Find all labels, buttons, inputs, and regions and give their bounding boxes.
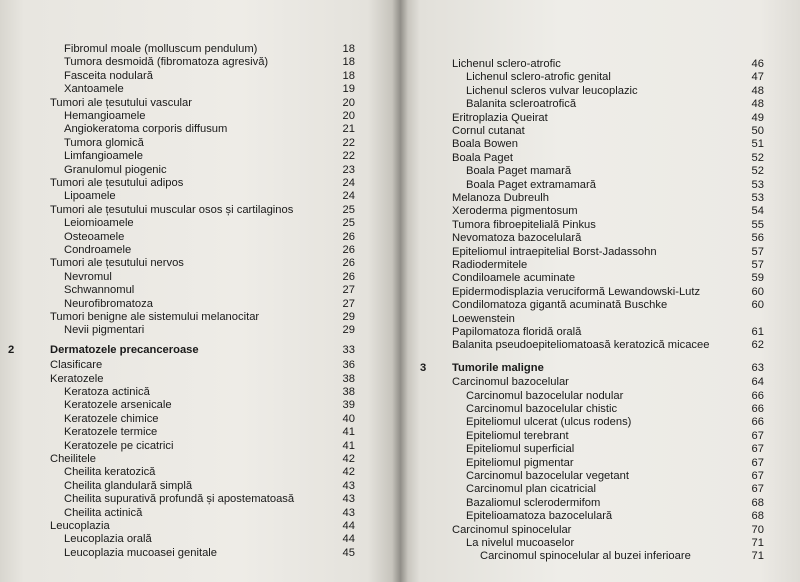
toc-entry-page-number: 53 [751, 178, 764, 191]
toc-entry-page-number: 24 [342, 177, 355, 189]
toc-entry-title: Leucoplazia mucoasei genitale [64, 546, 217, 559]
toc-entry-title: Xantoamele [64, 83, 124, 96]
toc-entry-title: Hemangioamele [64, 110, 146, 122]
section-number: 2 [8, 343, 15, 356]
toc-entry-page-number: 50 [751, 125, 764, 137]
toc-entry-title: Tumora glomică [64, 136, 144, 149]
toc-entry-page-number: 68 [751, 510, 764, 523]
toc-entry-title: Condilomatoza gigantă acuminată Buschke [452, 299, 668, 312]
toc-entry-page-number: 55 [751, 218, 764, 231]
toc-entry-page-number: 60 [751, 299, 764, 312]
toc-entry-page-number: 26 [342, 244, 355, 256]
toc-entry-page-number: 70 [751, 523, 764, 536]
toc-entry-title: Lichenul sclero-atrofic [452, 58, 561, 70]
toc-entry-title: Balanita scleroatrofică [466, 98, 577, 111]
toc-entry-page-number: 66 [751, 389, 764, 402]
toc-entry-title: Eritroplazia Queirat [452, 111, 548, 124]
toc-entry-page-number: 36 [342, 359, 355, 372]
section-title: Dermatozele precanceroase [50, 343, 199, 356]
toc-entry-title: Tumori ale țesutului nervos [50, 257, 184, 270]
toc-entry-page-number: 57 [751, 245, 764, 258]
toc-entry-page-number: 44 [342, 533, 355, 546]
toc-entry-page-number: 43 [342, 479, 355, 492]
toc-entry-page-number: 18 [342, 56, 355, 69]
toc-entry-page-number: 23 [342, 163, 355, 176]
toc-entry-page-number: 56 [751, 232, 764, 245]
toc-entry-title: Carcinomul bazocelular [452, 376, 569, 389]
toc-entry-title: Papilomatoza floridă orală [452, 326, 582, 338]
toc-entry-page-number: 66 [751, 403, 764, 415]
toc-entry-title: Keratoza actinică [64, 386, 150, 398]
toc-entry-page-number: 68 [751, 496, 764, 509]
toc-entry-page-number: 26 [342, 230, 355, 243]
toc-entry-page-number: 44 [342, 520, 355, 532]
toc-entry-title: Cheilita keratozică [64, 466, 156, 479]
toc-entry-title: Lipoamele [64, 190, 116, 203]
toc-entry-page-number: 38 [342, 372, 355, 385]
toc-entry-title: Epitelioamatoza bazocelulară [466, 510, 613, 523]
toc-entry-page-number: 38 [342, 386, 355, 398]
toc-entry-title: Nevomatoza bazocelulară [452, 232, 582, 245]
toc-entry-title: Carcinomul bazocelular chistic [466, 403, 618, 415]
toc-entry-page-number: 49 [751, 111, 764, 124]
toc-entry-title: Limfangioamele [64, 150, 143, 163]
toc-entry-title: Carcinomul spinocelular [452, 523, 572, 536]
toc-entry-title: Lichenul sclero-atrofic genital [466, 71, 611, 84]
toc-entry-title: Tumora fibroepitelială Pinkus [452, 218, 596, 231]
toc-entry-page-number: 22 [342, 150, 355, 163]
toc-entry-title: Carcinomul bazocelular vegetant [466, 470, 629, 482]
toc-entry-page-number: 39 [342, 399, 355, 412]
toc-entry-title: Lichenul scleros vulvar leucoplazic [466, 84, 638, 97]
section-number: 3 [420, 361, 427, 374]
toc-entry-title: Bazaliomul sclerodermifom [466, 496, 601, 509]
toc-entry-page-number: 27 [342, 284, 355, 297]
toc-entry-page-number: 41 [342, 439, 355, 452]
toc-entry-page-number: 27 [342, 297, 355, 310]
toc-entry-title: Nevii pigmentari [64, 324, 145, 337]
toc-entry-title: Keratozele [50, 372, 104, 385]
toc-entry-page-number: 52 [751, 151, 764, 164]
toc-entry-page-number: 42 [342, 466, 355, 479]
book-gutter [392, 0, 408, 582]
toc-entry-title: Boala Bowen [452, 138, 518, 151]
toc-entry-title: Neurofibromatoza [64, 297, 153, 310]
toc-entry-page-number: 62 [751, 339, 764, 352]
toc-entry-page-number: 54 [751, 205, 764, 218]
toc-entry-title: Epiteliomul terebrant [466, 429, 569, 442]
toc-entry-page-number: 24 [342, 190, 355, 203]
toc-entry-page-number: 22 [342, 136, 355, 149]
toc-entry-title: Tumori benigne ale sistemului melanocitar [50, 311, 260, 323]
toc-entry-title: Tumori ale țesutului muscular osos și cartilaginos [50, 203, 294, 216]
toc-entry-page-number: 48 [751, 98, 764, 111]
toc-entry-page-number: 52 [751, 165, 764, 178]
toc-entry-title: La nivelul mucoaselor [466, 537, 575, 549]
toc-entry-title: Tumori ale țesutului adipos [50, 177, 184, 189]
toc-entry-title: Balanita pseudoepiteliomatoasă keratozică micacee [452, 339, 710, 352]
section-page-number: 33 [342, 343, 355, 356]
toc-entry-page-number: 64 [751, 376, 764, 389]
toc-entry-page-number: 29 [342, 324, 355, 337]
toc-entry-page-number: 45 [342, 546, 355, 559]
toc-entry-title: Leucoplazia orală [64, 533, 152, 546]
toc-entry-title: Keratozele termice [64, 426, 158, 439]
toc-entry-title: Boala Paget mamară [466, 165, 572, 178]
toc-entry-title: Cheilitele [50, 453, 97, 465]
toc-entry-page-number: 25 [342, 203, 355, 216]
toc-entry-title: Leiomioamele [64, 217, 134, 230]
toc-entry-page-number: 48 [751, 84, 764, 97]
toc-entry-title: Condroamele [64, 244, 132, 256]
toc-entry-page-number: 20 [342, 110, 355, 122]
toc-entry-page-number: 43 [342, 506, 355, 519]
toc-entry-title: Cheilita supurativă profundă și apostematoasă [64, 493, 295, 506]
toc-entry-page-number: 26 [342, 270, 355, 283]
toc-entry-title: Boala Paget extramamară [466, 178, 596, 191]
toc-entry-page-number: 18 [342, 43, 355, 55]
toc-entry-page-number: 61 [751, 326, 764, 338]
toc-entry-title: Granulomul piogenic [64, 163, 167, 176]
toc-entry-title: Cheilita glandulară simplă [64, 479, 193, 492]
toc-entry-title: Epiteliomul ulcerat (ulcus rodens) [466, 416, 632, 429]
toc-entry-page-number: 25 [342, 217, 355, 230]
toc-entry-page-number: 67 [751, 429, 764, 442]
toc-entry-page-number: 40 [342, 412, 355, 425]
toc-entry-page-number: 42 [342, 453, 355, 465]
toc-entry-title: Osteoamele [64, 230, 125, 243]
toc-entry-title: Keratozele chimice [64, 412, 159, 425]
toc-entry-page-number: 43 [342, 493, 355, 506]
toc-entry-page-number: 71 [751, 550, 764, 563]
section-title: Tumorile maligne [452, 361, 544, 374]
toc-entry-page-number: 67 [751, 483, 764, 496]
toc-entry-page-number: 29 [342, 311, 355, 323]
toc-entry-page-number: 21 [342, 123, 355, 136]
toc-entry-title: Keratozele arsenicale [64, 399, 172, 412]
toc-entry-title: Epiteliomul intraepitelial Borst-Jadassohn [452, 245, 657, 258]
toc-entry-title: Clasificare [50, 359, 103, 372]
toc-entry-page-number: 67 [751, 443, 764, 456]
toc-entry-title: Loewenstein [452, 312, 515, 325]
toc-entry-title: Condiloamele acuminate [452, 272, 576, 285]
toc-entry-page-number: 67 [751, 456, 764, 469]
toc-entry-title: Xeroderma pigmentosum [452, 205, 578, 218]
toc-entry-page-number: 67 [751, 470, 764, 482]
toc-entry-title: Tumori ale țesutului vascular [50, 96, 192, 109]
toc-entry-page-number: 18 [342, 69, 355, 82]
toc-entry-page-number: 47 [751, 71, 764, 84]
toc-entry-title: Leucoplazia [50, 520, 110, 532]
toc-entry-title: Schwannomul [64, 284, 135, 297]
toc-entry-page-number: 41 [342, 426, 355, 439]
toc-entry-title: Angiokeratoma corporis diffusum [64, 123, 228, 136]
toc-entry-title: Fibromul moale (molluscum pendulum) [64, 43, 258, 55]
toc-entry-page-number: 71 [751, 537, 764, 549]
toc-entry-title: Carcinomul plan cicatricial [466, 483, 596, 496]
toc-entry-title: Carcinomul spinocelular al buzei inferioare [480, 550, 691, 563]
toc-entry-title: Cornul cutanat [452, 125, 525, 137]
toc-entry-page-number: 51 [751, 138, 764, 151]
toc-entry-page-number: 57 [751, 259, 764, 271]
toc-entry-title: Fasceita nodulară [64, 69, 153, 82]
toc-entry-page-number: 53 [751, 192, 764, 204]
toc-entry-title: Melanoza Dubreulh [452, 192, 550, 204]
toc-entry-title: Epiteliomul superficial [466, 443, 575, 456]
toc-entry-title: Nevromul [64, 270, 112, 283]
section-page-number: 63 [751, 361, 764, 374]
toc-entry-title: Epiteliomul pigmentar [466, 456, 574, 469]
toc-entry-page-number: 26 [342, 257, 355, 270]
toc-entry-title: Keratozele pe cicatrici [64, 439, 174, 452]
toc-entry-page-number: 66 [751, 416, 764, 429]
toc-entry-title: Tumora desmoidă (fibromatoza agresivă) [64, 56, 269, 69]
right-page [400, 0, 800, 582]
toc-entry-title: Radiodermitele [452, 259, 528, 271]
toc-entry-title: Cheilita actinică [64, 506, 143, 519]
toc-entry-title: Boala Paget [452, 151, 513, 164]
toc-entry-title: Epidermodisplazia veruciformă Lewandowski-Lutz [452, 285, 701, 298]
toc-entry-title: Carcinomul bazocelular nodular [466, 389, 624, 402]
toc-entry-page-number: 20 [342, 96, 355, 109]
toc-entry-page-number: 46 [751, 58, 764, 70]
toc-entry-page-number: 19 [342, 83, 355, 96]
toc-entry-page-number: 60 [751, 285, 764, 298]
toc-entry-page-number: 59 [751, 272, 764, 285]
